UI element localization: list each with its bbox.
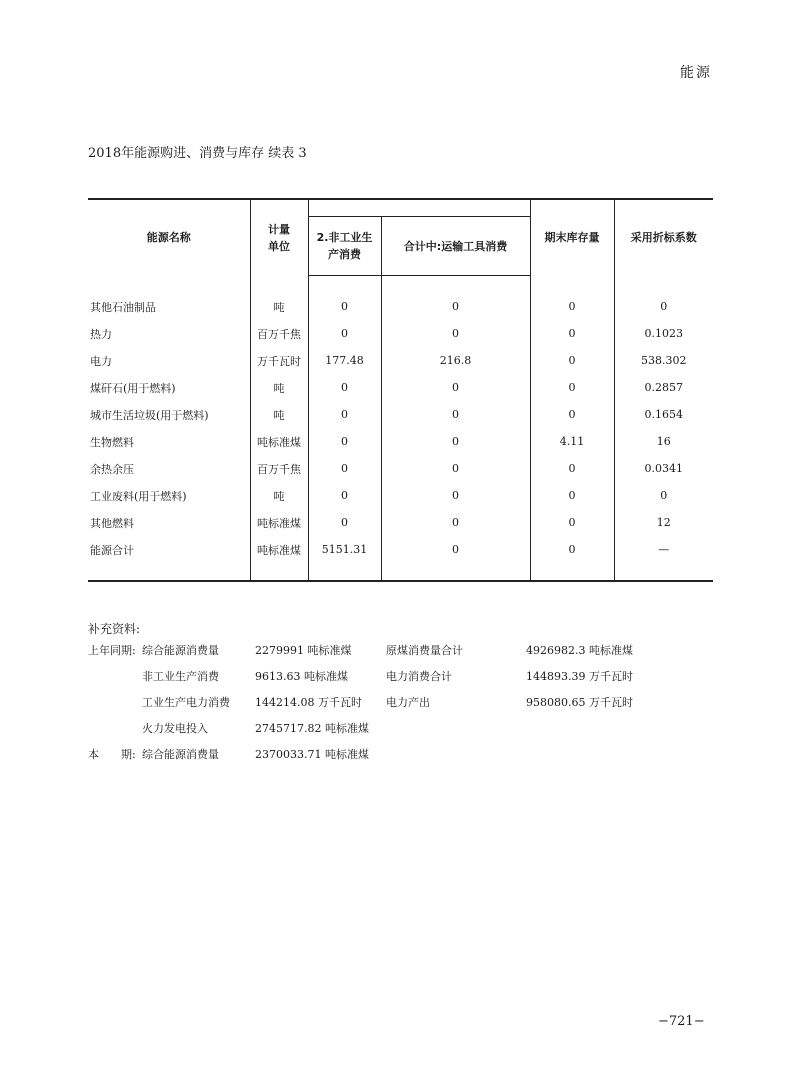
cell-name: 电力 (88, 347, 250, 374)
table-row (88, 374, 713, 401)
supplement-prefix: 本 期: (88, 748, 136, 761)
cell-stock: 0 (530, 347, 614, 374)
cell-transport: 0 (381, 374, 530, 401)
cell-factor: 0 (660, 489, 668, 502)
supplement-label1: 非工业生产消费 (142, 670, 219, 683)
cell-transport: 0 (381, 536, 530, 563)
cell-nonind: 0 (308, 482, 381, 509)
cell-stock: 0 (530, 293, 614, 320)
cell-nonind: 0 (308, 293, 381, 320)
col-header-name: 能源名称 (88, 199, 250, 276)
table-row (88, 320, 713, 347)
cell-transport: 0 (381, 401, 530, 428)
cell-factor: 16 (656, 435, 671, 448)
col-header-factor: 采用折标系数 (614, 199, 713, 276)
cell-unit: 吨 (250, 374, 308, 401)
cell-unit: 吨标准煤 (250, 428, 308, 455)
cell-stock: 0 (530, 536, 614, 563)
supplement-value2: 144893.39 万千瓦时 (526, 670, 633, 683)
cell-factor: 0.1654 (644, 408, 683, 421)
table-body (88, 276, 713, 582)
cell-unit: 吨 (250, 482, 308, 509)
cell-factor: 0 (660, 300, 668, 313)
cell-factor: 0.2857 (644, 381, 683, 394)
cell-unit: 吨标准煤 (250, 509, 308, 536)
supplement-label2: 电力产出 (386, 696, 430, 709)
cell-name: 能源合计 (88, 536, 250, 563)
section-header: 能源 (680, 65, 712, 81)
cell-transport: 0 (381, 482, 530, 509)
cell-stock: 0 (530, 455, 614, 482)
supplement-value2: 958080.65 万千瓦时 (526, 696, 633, 709)
supplement-label1: 综合能源消费量 (142, 748, 219, 761)
energy-table (88, 198, 713, 582)
supplement-value1: 2745717.82 吨标准煤 (255, 722, 369, 735)
cell-name: 其他石油制品 (88, 293, 250, 320)
cell-stock: 0 (530, 482, 614, 509)
col-header-unit: 计量 单位 (250, 199, 308, 276)
col-header-nonindustrial: 2.非工业生 产消费 (308, 217, 381, 276)
cell-factor: — (658, 543, 670, 556)
supplement-value1: 9613.63 吨标准煤 (255, 670, 348, 683)
table-row (88, 401, 713, 428)
supplement-title: 补充资料: (88, 622, 141, 636)
cell-nonind: 5151.31 (308, 536, 381, 563)
col-header-transport: 合计中:运输工具消费 (381, 217, 530, 276)
cell-name: 热力 (88, 320, 250, 347)
supplement-value1: 2370033.71 吨标准煤 (255, 748, 369, 761)
cell-name: 城市生活垃圾(用于燃料) (88, 401, 250, 428)
cell-nonind: 0 (308, 401, 381, 428)
table-row (88, 536, 713, 563)
cell-unit: 吨标准煤 (250, 536, 308, 563)
cell-unit: 吨 (250, 401, 308, 428)
supplement-label1: 工业生产电力消费 (142, 696, 230, 709)
cell-unit: 百万千焦 (250, 320, 308, 347)
table-title: 2018年能源购进、消费与库存 续表 3 (88, 146, 307, 161)
cell-factor: 0.0341 (644, 462, 683, 475)
table-row (88, 455, 713, 482)
cell-nonind: 0 (308, 428, 381, 455)
cell-transport: 0 (381, 320, 530, 347)
cell-unit: 万千瓦时 (250, 347, 308, 374)
cell-factor: 0.1023 (644, 327, 683, 340)
supplement-value1: 144214.08 万千瓦时 (255, 696, 362, 709)
cell-name: 工业废料(用于燃料) (88, 482, 250, 509)
energy-table-container (88, 198, 713, 582)
supplement-label2: 电力消费合计 (386, 670, 452, 683)
cell-transport: 0 (381, 428, 530, 455)
table-row (88, 347, 713, 374)
supplement-prefix: 上年同期: (88, 644, 136, 657)
cell-stock: 0 (530, 401, 614, 428)
cell-transport: 216.8 (381, 347, 530, 374)
cell-transport: 0 (381, 293, 530, 320)
cell-unit: 吨 (250, 293, 308, 320)
cell-nonind: 0 (308, 320, 381, 347)
cell-name: 生物燃料 (88, 428, 250, 455)
supplement-label1: 综合能源消费量 (142, 644, 219, 657)
supplement-label1: 火力发电投入 (142, 722, 208, 735)
cell-nonind: 0 (308, 374, 381, 401)
supplement-value2: 4926982.3 吨标准煤 (526, 644, 633, 657)
cell-name: 其他燃料 (88, 509, 250, 536)
table-row (88, 482, 713, 509)
cell-name: 余热余压 (88, 455, 250, 482)
cell-stock: 4.11 (530, 428, 614, 455)
cell-nonind: 0 (308, 509, 381, 536)
cell-factor: 538.302 (641, 354, 687, 367)
col-header-group (308, 199, 530, 217)
cell-nonind: 0 (308, 455, 381, 482)
cell-stock: 0 (530, 320, 614, 347)
cell-stock: 0 (530, 509, 614, 536)
cell-transport: 0 (381, 455, 530, 482)
table-row (88, 509, 713, 536)
table-row (88, 293, 713, 320)
cell-factor: 12 (656, 516, 671, 529)
supplement-label2: 原煤消费量合计 (386, 644, 463, 657)
page-number: −721− (658, 1014, 705, 1029)
cell-stock: 0 (530, 374, 614, 401)
cell-name: 煤矸石(用于燃料) (88, 374, 250, 401)
cell-transport: 0 (381, 509, 530, 536)
cell-nonind: 177.48 (308, 347, 381, 374)
cell-unit: 百万千焦 (250, 455, 308, 482)
table-row (88, 428, 713, 455)
col-header-stock: 期末库存量 (530, 199, 614, 276)
supplement-value1: 2279991 吨标准煤 (255, 644, 352, 657)
